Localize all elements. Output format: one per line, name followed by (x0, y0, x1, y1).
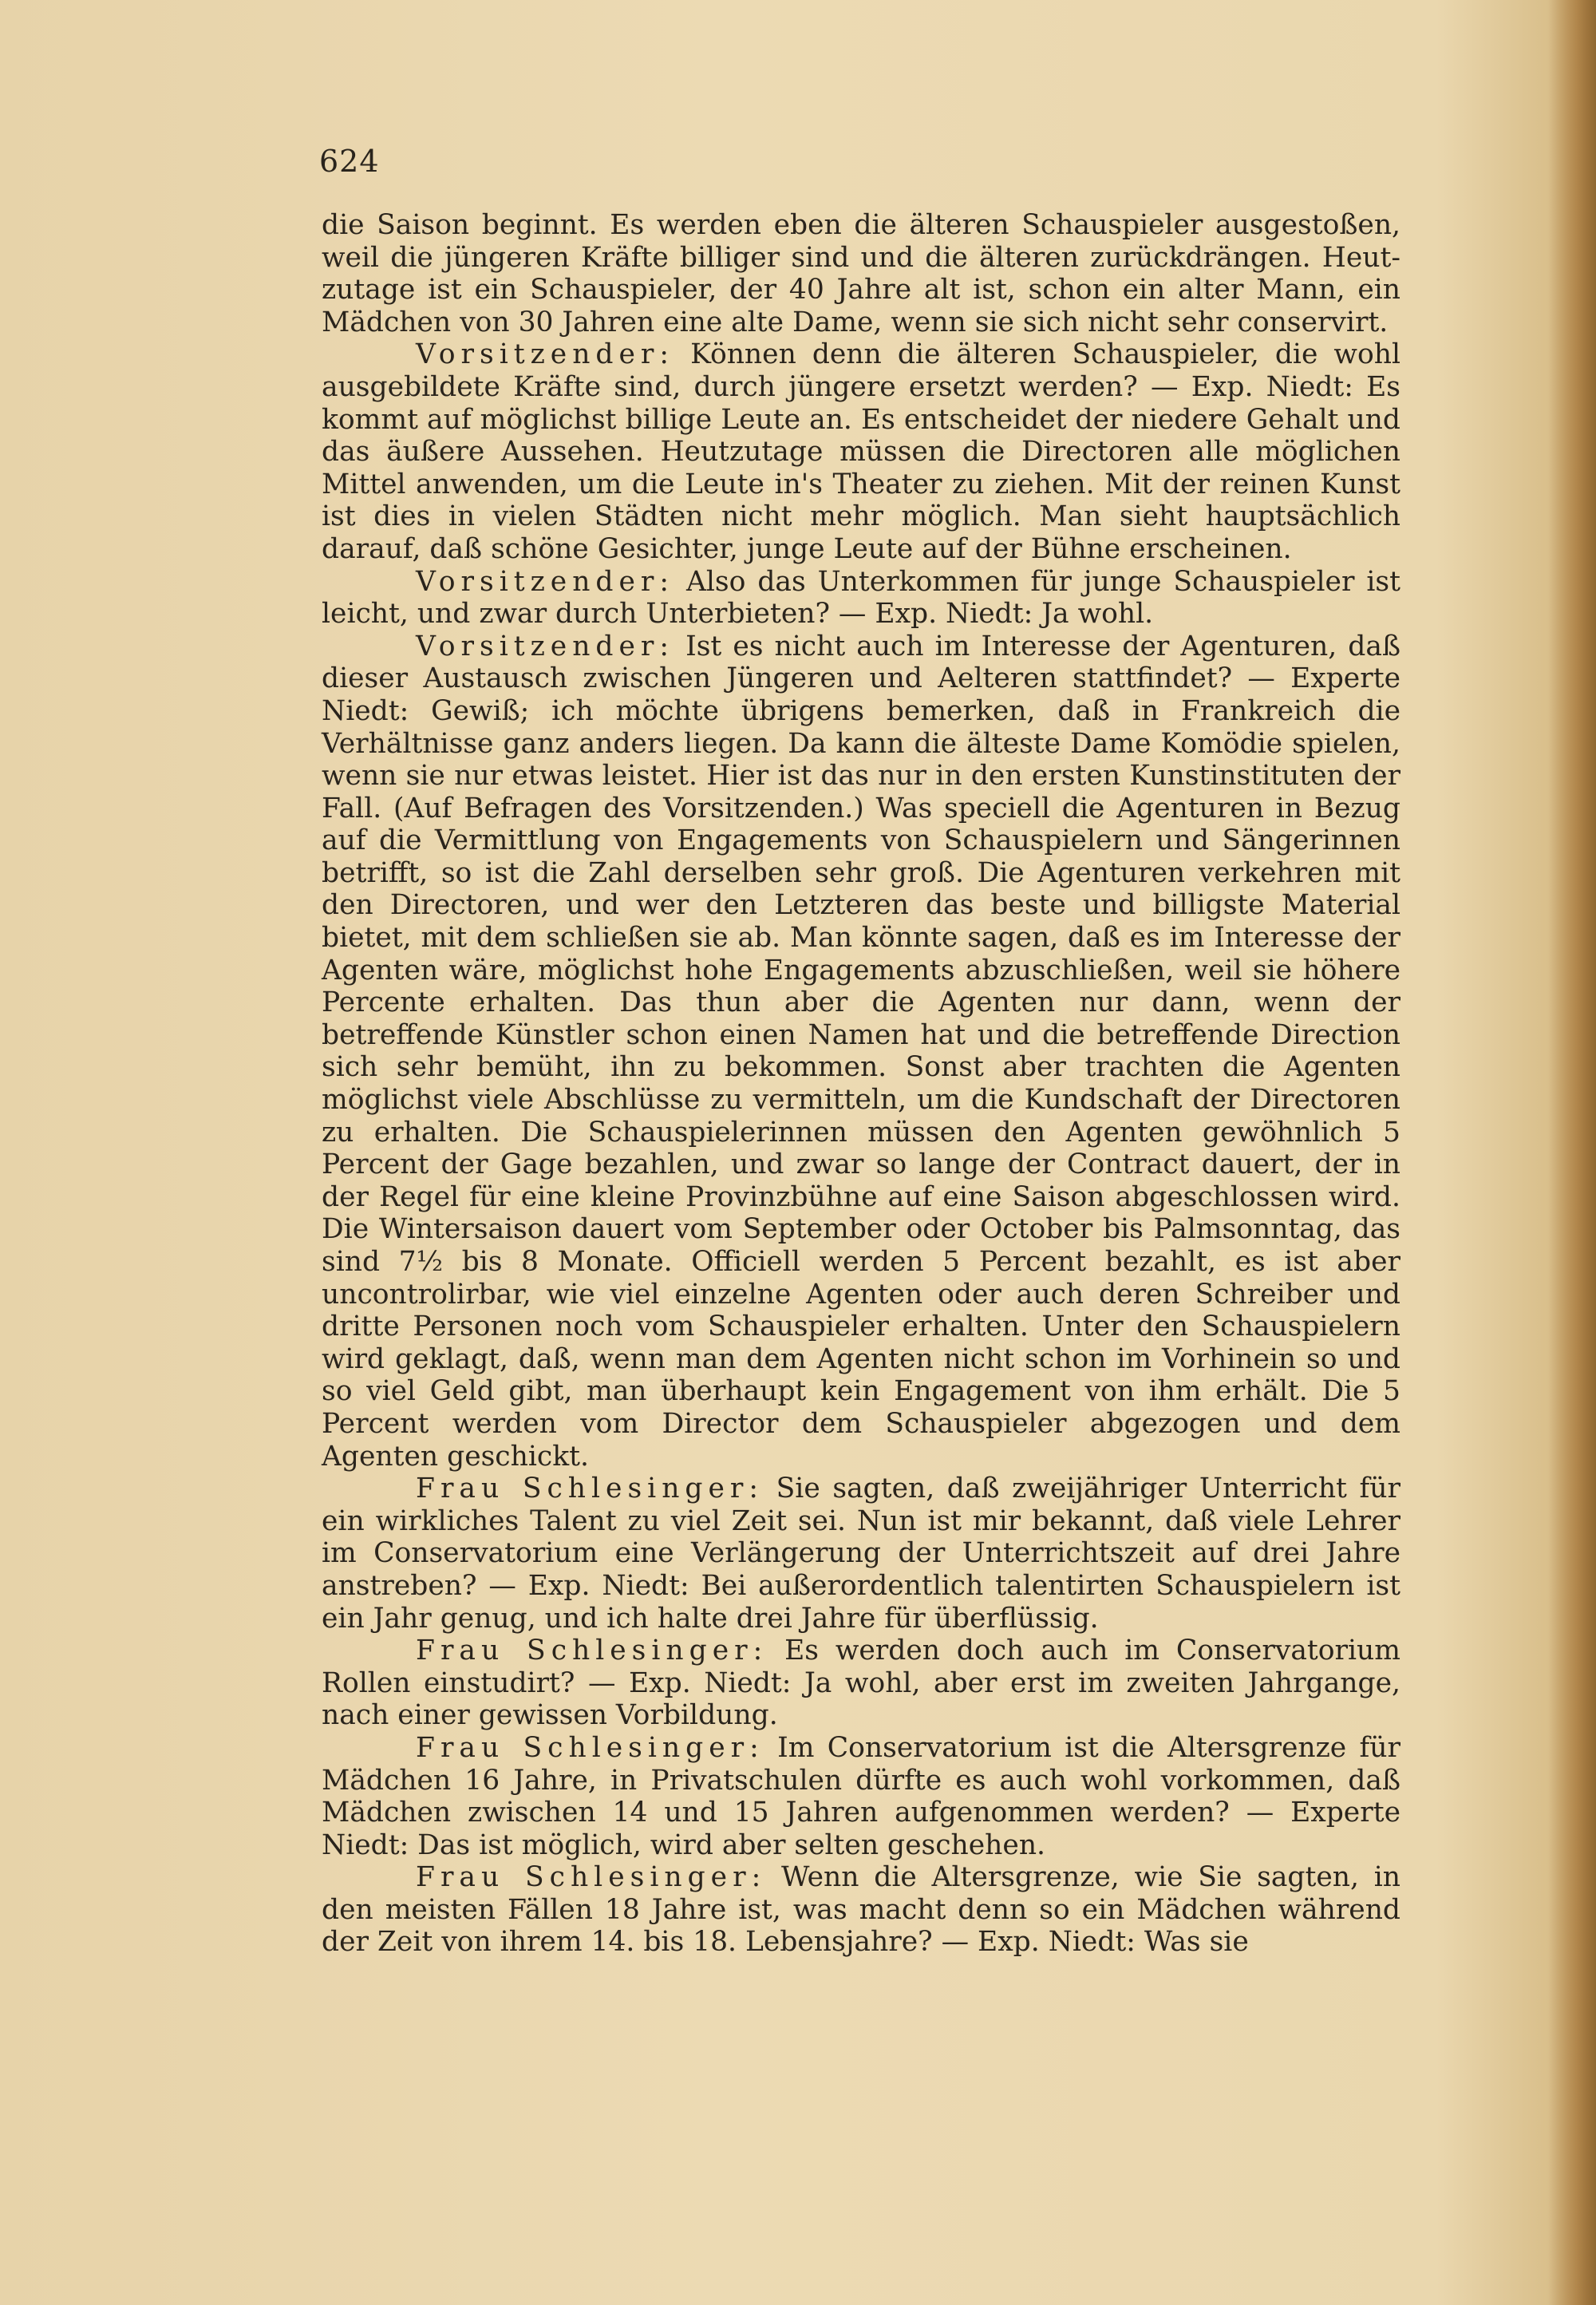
page-edge-shadow (1548, 0, 1596, 2305)
paragraph-1: die Saison beginnt. Es werden eben die älteren Schauspieler ausgestoßen, weil die jüngeren Kräfte billiger sind und die älteren zurückdrängen. Heutzutage ist ein Schauspieler, der 40 Jahre alt ist, schon ein alter Mann, ein Mädchen von 30 Jahren eine alte Dame, wenn sie sich nicht sehr conservirt. (322, 209, 1400, 338)
paragraph-2: Vorsitzender: Können denn die älteren Schauspieler, die wohl ausgebildete Kräfte sind, durch jüngere ersetzt werden? — Exp. Niedt: Es kommt auf möglichst billige Leute an. Es entscheidet der niedere Gehalt und das äußere Aussehen. Heutzutage müssen die Directoren alle möglichen Mittel anwenden, um die Leute in's Theater zu ziehen. Mit der reinen Kunst ist dies in vielen Städten nicht mehr möglich. Man sieht hauptsächlich darauf, daß schöne Gesichter, junge Leute auf der Bühne erscheinen. (322, 338, 1400, 565)
body-text (322, 209, 1400, 1959)
speaker-label: Vorsitzender: (416, 338, 675, 371)
paragraph-6: Frau Schlesinger: Es werden doch auch im Conservatorium Rollen einstudirt? — Exp. Niedt: Ja wohl, aber erst im zweiten Jahrgange, nach einer gewissen Vorbildung. (322, 1635, 1400, 1732)
speaker-label: Vorsitzender: (416, 630, 675, 662)
paragraph-4: Vorsitzender: Ist es nicht auch im Interesse der Agenturen, daß dieser Austausch zwischen Jüngeren und Aelteren stattfindet? — Experte Niedt: Gewiß; ich möchte übrigens bemerken, daß in Frankreich die Verhältnisse ganz anders liegen. Da kann die älteste Dame Komödie spielen, wenn sie nur etwas leistet. Hier ist das nur in den ersten Kunstinstituten der Fall. (Auf Befragen des Vorsitzenden.) Was speciell die Agenturen in Bezug auf die Vermittlung von Engagements von Schauspielern und Sängerinnen betrifft, so ist die Zahl derselben sehr groß. Die Agenturen verkehren mit den Directoren, und wer den Letzteren das beste und billigste Material bietet, mit dem schließen sie ab. Man könnte sagen, daß es im Interesse der Agenten wäre, möglichst hohe Engagements abzuschließen, weil sie höhere Percente erhalten. Das thun aber die Agenten nur dann, wenn der betreffende Künstler schon einen Namen hat und die betreffende Direction sich sehr bemüht, ihn zu bekommen. Sonst aber trachten die Agenten möglichst viele Abschlüsse zu vermitteln, um die Kundschaft der Directoren zu erhalten. Die Schauspielerinnen müssen den Agenten gewöhnlich 5 Percent der Gage bezahlen, und zwar so lange der Contract dauert, der in der Regel für eine kleine Provinzbühne auf eine Saison abgeschlossen wird. Die Wintersaison dauert vom September oder October bis Palmsonntag, das sind 7½ bis 8 Monate. Officiell werden 5 Percent bezahlt, es ist aber uncontrolirbar, wie viel einzelne Agenten oder auch deren Schreiber und dritte Personen noch vom Schauspieler erhalten. Unter den Schauspielern wird geklagt, daß, wenn man dem Agenten nicht schon im Vorhinein so und so viel Geld gibt, man überhaupt kein Engagement von ihm erhält. Die 5 Percent werden vom Director dem Schauspieler abgezogen und dem Agenten geschickt. (322, 630, 1400, 1473)
page-number: 624 (319, 144, 380, 179)
paragraph-5: Frau Schlesinger: Sie sagten, daß zweijähriger Unterricht für ein wirkliches Talent zu viel Zeit sei. Nun ist mir bekannt, daß viele Lehrer im Conservatorium eine Verlängerung der Unterrichtszeit auf drei Jahre anstreben? — Exp. Niedt: Bei außerordentlich talentirten Schauspielern ist ein Jahr genug, und ich halte drei Jahre für überflüssig. (322, 1473, 1400, 1635)
speaker-label: Frau Schlesinger: (416, 1473, 764, 1505)
speaker-label: Vorsitzender: (416, 565, 675, 598)
paragraph-3: Vorsitzender: Also das Unterkommen für junge Schauspieler ist leicht, und zwar durch Unterbieten? — Exp. Niedt: Ja wohl. (322, 565, 1400, 631)
paragraph-7: Frau Schlesinger: Im Conservatorium ist die Altersgrenze für Mädchen 16 Jahre, in Privatschulen dürfte es auch wohl vorkommen, daß Mädchen zwischen 14 und 15 Jahren aufgenommen werden? — Experte Niedt: Das ist möglich, wird aber selten geschehen. (322, 1731, 1401, 1861)
speaker-label: Frau Schlesinger: (416, 1731, 764, 1764)
speaker-label: Frau Schlesinger: (416, 1861, 767, 1894)
paragraph-8: Frau Schlesinger: Wenn die Altersgrenze, wie Sie sagten, in den meisten Fällen 18 Jahre ist, was macht denn so ein Mädchen während der Zeit von ihrem 14. bis 18. Lebensjahre? — Exp. Niedt: Was sie (322, 1861, 1400, 1959)
speaker-label: Frau Schlesinger: (416, 1635, 768, 1667)
